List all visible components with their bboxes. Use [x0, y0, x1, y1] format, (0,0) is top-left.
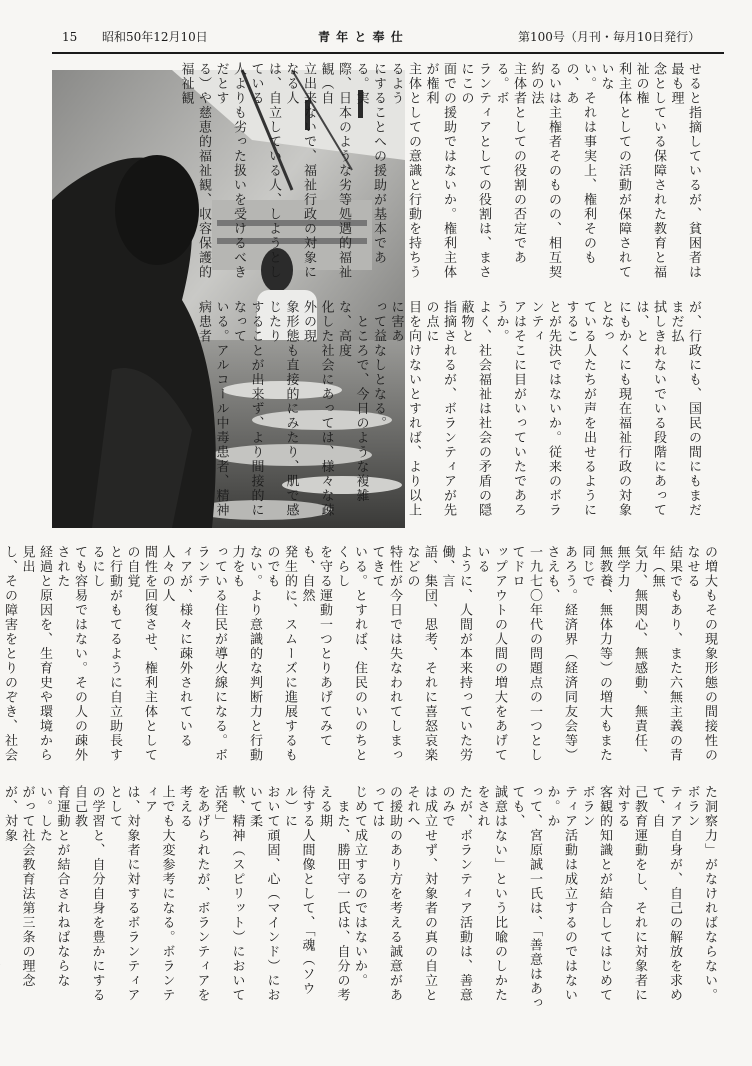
page-header	[0, 0, 752, 50]
issue-number: 第100号（月刊・毎月10日発行）	[518, 30, 701, 44]
newspaper-title: 青 年 と 奉 仕	[318, 30, 404, 44]
page-number: 15	[62, 30, 78, 44]
article-column-bottom-right: の増大もその現象形態の間接性のなせる 結果でもあり、また六無主義の青年（無 気力、無関心、無感動、無責任、無学力 無教養、無体力等）の増大もまた同じで あろう。経済界（経済同友会等）さえも、 一九七〇年代の問題点の一つとしてドロ ップアウトの人間の増大をあげている ように、人間が本来持っていた労働、言 語、集団、思考、それに喜怒哀楽などの 特性が今日では失なわれてしまってきて いる。とすれば、住民のいのちとくらし を守る運動一つとりあげてみても、自然 発生的に、スムーズに進展するものでも ない。より意識的な判断力と行動力をも っている住民が導火線になる。ボランテ ィアが、様々に疎外されている人々の人 間性を回復させ、権利主体としての自覚 と行動がもてるように自立助長するにし ても容易ではない。その人の疎外された 経過と原因を、生育史や環境から見出 し、その障害をとりのぞき、社会	[2, 545, 717, 763]
issue-date: 昭和50年12月10日	[102, 30, 208, 44]
article-column-top-middle: が、行政にも、国民の間にもまだまだ払 拭しきれないでいる段階にあっては、と にもかくにも現在福祉行政の対象となっ ている人たちが声を出せるようにするこ とが先決ではないか。従来のボランティ アはそこに目がいっていたであろうか。 よく、社会福祉は社会の矛盾の隠蔽物と 指摘されるが、ボランティアが先の点に 目を向けないとすれば、より以上に害あ って益なしとなる。 ところで、今日のような複雑な、高度 化した社会にあっては、様々な疎外の現 象形態も直接的にみたり、肌で感じたり することが出来ず、より間接的になって いる。アルコール中毒患者、精神病患者	[196, 300, 701, 518]
header-rule	[52, 52, 724, 54]
article-column-top-right: せると指摘しているが、貧困者は最も理 念としている保障された教育と福祉の権 利主体としての活動が保障されていな い。それは事実上、権利そのもの、あ るいは主権者そのものの、相互契約の法 主体者としての役割の否定である。ボ ランティアとしての役割は、まさにこの 面での援助ではないか。権利主体が権利 主体としての意識と行動を持ちうるよう にすることへの援助が基本である。実 際、日本のような劣等処遇的福祉観（自 立出来ないで、福祉行政の対象になる人 は、自立している人、しようとしている 人よりも劣った扱いを受けるべきだとす る）や慈恵的福祉観、収容保護的福祉観	[178, 62, 701, 280]
article-column-bottom-left: た洞察力」がなければならない。ボラン ティア自身が、自己の解放を求めて、自 己教育運動をし、それに対象者に対する 客観的知識とが結合してはじめてボラン ティア活動は成立するのではないか。か って、宮原誠一氏は、「善意はあっても、 誠意はない」という比喩のしかたをされ たが、ボランティア活動は、善意のみで は成立せず、対象者の真の自立とそれへ の援助のあり方を考える誠意があっては じめて成立するのではないか。 また、勝田守一氏は、自分の考える期 待する人間像として、「魂（ソウル）に おいて頑固、心（マインド）において柔 軟、精神（スピリット）において活発」 をあげられたが、ボランティアを考える 上でも大変参考になる。ボランティア は、対象者に対するボランティアとして の学習と、自分自身を豊かにする自己教 育運動とが結合されねばならない。した がって社会教育法第三条の理念が、対象	[2, 785, 717, 1011]
